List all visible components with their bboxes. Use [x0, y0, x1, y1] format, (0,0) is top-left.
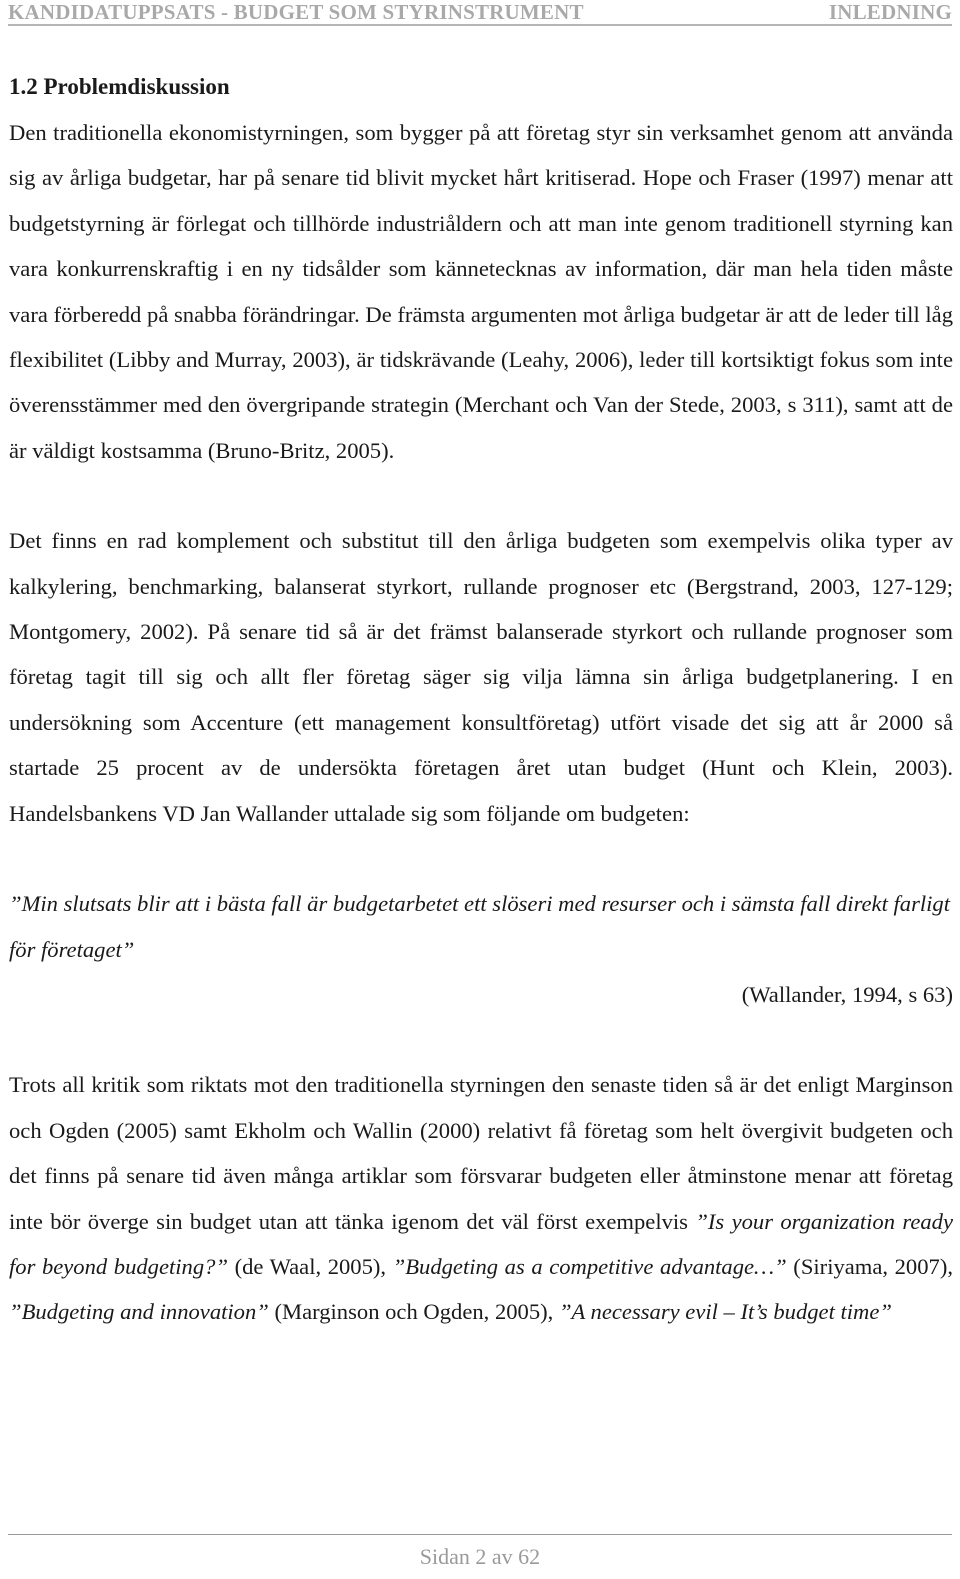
page-footer: [8, 1534, 952, 1578]
article-title-4: ”A necessary evil – It’s budget time”: [558, 1299, 892, 1325]
paragraph-2: Det finns en rad komplement och substitut till den årliga budgeten som exempelvis olika typer av kalkylering, benchmarking, balanserat styrkort, rullande prognoser etc (Bergstrand, 2003, 127-129; Montgomery, 2002). På senare tid så är det främst balanserade styrkort och rullande prognoser som företag tagit till sig och allt fler företag säger sig vilja lämna sin årliga budgetplanering. I en undersökning som Accenture (ett management konsultföretag) utfört visade det sig att år 2000 så startade 25 procent av de undersökta företagen året utan budget (Hunt och Klein, 2003). Handelsbankens VD Jan Wallander uttalade sig som följande om budgeten:: [9, 528, 953, 826]
page-content: [9, 72, 953, 1335]
paragraph-4-text-b: (de Waal, 2005),: [228, 1253, 393, 1279]
page-header: [8, 0, 952, 26]
header-title: KANDIDATUPPSATS - BUDGET SOM STYRINSTRUMENT: [8, 0, 584, 24]
block-quote: ”Min slutsats blir att i bästa fall är budgetarbetet ett slöseri med resurser och i sämsta fall direkt farligt för företaget”: [9, 891, 950, 962]
paragraph-4-text-a: Trots all kritik som riktats mot den traditionella styrningen den senaste tiden så är det enligt Marginson och Ogden (2005) samt Ekholm och Wallin (2000) relativt få företag som helt övergivit budgeten och det finns på senare tid även många artiklar som försvarar budgeten eller åtminstone menar att företag inte bör överge sin budget utan att tänka igenom det väl först exempelvis: [9, 1072, 953, 1234]
page-number: Sidan 2 av 62: [419, 1544, 541, 1569]
header-chapter: INLEDNING: [828, 0, 952, 24]
quote-source: (Wallander, 1994, s 63): [741, 981, 953, 1007]
paragraph-4-text-d: (Marginson och Ogden, 2005),: [268, 1299, 559, 1325]
article-title-1: ”Is your organization ready for beyond budgeting?”: [9, 1208, 953, 1279]
paragraph-4-text-c: (Siriyama, 2007),: [786, 1253, 953, 1279]
section-heading: 1.2 Problemdiskussion: [9, 74, 230, 99]
article-title-3: ”Budgeting and innovation”: [9, 1299, 269, 1325]
paragraph-4: [9, 1062, 953, 1334]
paragraph-1: Den traditionella ekonomistyrningen, som bygger på att företag styr sin verksamhet genom att använda sig av årliga budgetar, har på senare tid blivit mycket hårt kritiserad. Hope och Fraser (1997) menar att budgetstyrning är förlegat och tillhörde industriåldern och att man inte genom traditionell styrning kan vara konkurrenskraftig i en ny tidsålder som kännetecknas av information, där man hela tiden måste vara förberedd på snabba förändringar. De främsta argumenten mot årliga budgetar är att de leder till låg flexibilitet (Libby and Murray, 2003), är tidskrävande (Leahy, 2006), leder till kortsiktigt fokus som inte överensstämmer med den övergripande strategin (Merchant och Van der Stede, 2003, s 311), samt att de är väldigt kostsamma (Bruno-Britz, 2005).: [9, 120, 953, 463]
article-title-2: ”Budgeting as a competitive advantage…”: [392, 1253, 787, 1279]
